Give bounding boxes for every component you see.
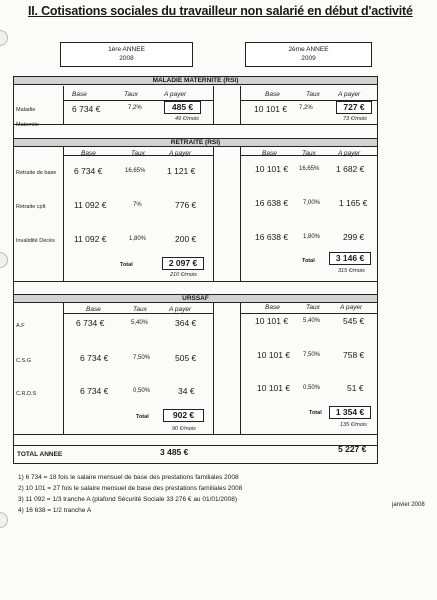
row-label-crds: C.R.D.S [16, 391, 37, 397]
col-payer-header: A payer [340, 304, 363, 311]
y2-payer: 758 € [343, 350, 365, 360]
y1-taux: 7,2% [128, 105, 142, 111]
col-taux-header: Taux [306, 304, 320, 311]
y1-base: 11 092 € [74, 234, 107, 244]
col-taux-header: Taux [306, 91, 320, 98]
header-rule [63, 313, 213, 314]
year2-box [245, 42, 372, 67]
y2-taux: 5,40% [303, 318, 321, 324]
col-payer-header: A payer [169, 306, 192, 313]
y1-taux: 1,80% [129, 236, 147, 242]
col-payer-header: A payer [338, 150, 361, 157]
divider [240, 146, 241, 281]
y1-payer: 200 € [175, 234, 197, 244]
divider [63, 146, 64, 281]
year2-label: 2ème ANNEE [288, 46, 329, 53]
y2-taux: 16,65% [299, 166, 320, 172]
year1-value: 2008 [119, 55, 134, 62]
col-base-header: Base [265, 91, 280, 98]
footnote-2: 2) 10 101 = 27 fois le salaire mensuel de base des prestations familiales 2008 [18, 485, 243, 492]
retraite-y1-monthly: 210 €/mois [170, 272, 197, 278]
section-rule [13, 434, 378, 435]
y1-payer: 364 € [175, 318, 197, 328]
y2-base: 10 101 € [255, 316, 289, 326]
y1-payer: 505 € [175, 353, 197, 363]
y1-payer: 1 121 € [167, 166, 196, 176]
maladie-header: MALADIE MATERNITE (RSI) [13, 76, 378, 85]
y2-base: 16 638 € [255, 232, 289, 242]
y1-base: 6 734 € [80, 353, 109, 363]
col-taux-header: Taux [131, 150, 145, 157]
y1-base: 6 734 € [72, 104, 101, 114]
y1-base: 11 092 € [74, 200, 107, 210]
y1-payer: 34 € [178, 386, 195, 396]
grand-total-y1: 3 485 € [160, 447, 189, 457]
retraite-total-label: Total [302, 258, 315, 264]
y1-payer: 485 € [164, 101, 201, 114]
y1-base: 6 734 € [74, 166, 103, 176]
urssaf-y2-total: 1 354 € [329, 406, 371, 419]
grand-total-y2: 5 227 € [338, 444, 367, 454]
row-label-retraite-base: Retraite de base [16, 170, 57, 176]
retraite-y2-monthly: 315 €/mois [338, 268, 365, 274]
row-label-retraite-cplt: Retraite cplt [16, 204, 46, 210]
y2-payer: 545 € [343, 316, 365, 326]
y1-taux: 16,65% [125, 168, 146, 174]
y2-base: 10 101 € [257, 383, 291, 393]
y1-base: 6 734 € [76, 318, 105, 328]
year1-label: 1ère ANNEE [108, 46, 145, 53]
table-border-left [13, 76, 14, 464]
y2-base: 10 101 € [254, 104, 288, 114]
document-date: janvier 2008 [392, 502, 425, 508]
y1-monthly: 49 €/mois [175, 116, 199, 122]
grand-total-label: TOTAL ANNEE [17, 451, 63, 458]
table-border-right [377, 76, 378, 464]
col-payer-header: A payer [164, 91, 187, 98]
section-rule [13, 281, 378, 282]
footnote-1: 1) 6 734 = 18 fois le salaire mensuel de base des prestations familiales 2008 [18, 474, 239, 481]
divider [63, 303, 64, 434]
footnote-4: 4) 16 638 = 1/2 tranche A [18, 507, 92, 514]
col-taux-header: Taux [133, 306, 147, 313]
col-base-header: Base [81, 150, 96, 157]
y2-payer: 727 € [336, 101, 372, 114]
divider [240, 303, 241, 434]
year2-value: 2009 [301, 55, 316, 62]
y2-payer: 1 165 € [339, 198, 368, 208]
row-label-af: A.F [16, 323, 25, 329]
row-label-csg: C.S.G [16, 358, 31, 364]
divider [63, 86, 64, 124]
urssaf-y2-monthly: 135 €/mois [340, 422, 367, 428]
urssaf-total-label: Total [136, 414, 149, 420]
col-base-header: Base [262, 150, 277, 157]
punch-hole [0, 512, 8, 528]
col-taux-header: Taux [124, 91, 138, 98]
header-rule [240, 313, 377, 314]
punch-hole [0, 252, 8, 268]
page-title: II. Cotisations sociales du travailleur non salarié en début d'activité [28, 4, 413, 18]
col-base-header: Base [86, 306, 101, 313]
divider [213, 86, 214, 124]
y1-taux: 7% [133, 202, 142, 208]
y2-taux: 7,2% [299, 105, 313, 111]
y2-base: 16 638 € [255, 198, 289, 208]
y2-base: 10 101 € [255, 164, 289, 174]
section-rule [13, 463, 378, 464]
y2-monthly: 73 €/mois [343, 116, 367, 122]
col-base-header: Base [72, 91, 87, 98]
y2-taux: 0,50% [303, 385, 321, 391]
y1-taux: 7,50% [133, 355, 151, 361]
retraite-y1-total: 2 097 € [162, 257, 204, 270]
y1-taux: 5,40% [131, 320, 149, 326]
y2-taux: 7,00% [303, 200, 321, 206]
y2-payer: 299 € [343, 232, 365, 242]
y1-taux: 0,50% [133, 388, 151, 394]
y1-payer: 776 € [175, 200, 197, 210]
section-rule [13, 124, 378, 125]
col-payer-header: A payer [338, 91, 361, 98]
y2-taux: 7,50% [303, 352, 321, 358]
col-base-header: Base [265, 304, 280, 311]
divider [213, 303, 214, 434]
y1-base: 6 734 € [80, 386, 109, 396]
divider [213, 146, 214, 281]
row-label-invalidite: Invalidité Décès [16, 238, 55, 244]
y2-base: 10 101 € [257, 350, 291, 360]
row-label-maladie: Maladie [16, 107, 36, 113]
retraite-total-label: Total [120, 262, 133, 268]
y2-payer: 1 682 € [336, 164, 365, 174]
retraite-y2-total: 3 146 € [329, 252, 371, 265]
col-taux-header: Taux [302, 150, 316, 157]
y2-taux: 1,80% [303, 234, 321, 240]
footnote-3: 3) 11 092 = 1/3 tranche A (plafond Sécurité Sociale 33 276 € au 01/01/2008) [18, 496, 238, 503]
col-payer-header: A payer [169, 150, 192, 157]
punch-hole [0, 30, 8, 46]
section-rule [13, 445, 378, 446]
urssaf-header: URSSAF [13, 294, 378, 303]
y2-payer: 51 € [347, 383, 364, 393]
urssaf-total-label: Total [309, 410, 322, 416]
retraite-header: RETRAITE (RSI) [13, 138, 378, 147]
urssaf-y1-total: 902 € [163, 409, 204, 422]
urssaf-y1-monthly: 90 €/mois [172, 426, 196, 432]
row-label-maternite: Maternite [16, 122, 39, 128]
year1-box [60, 42, 193, 67]
divider [240, 86, 241, 124]
